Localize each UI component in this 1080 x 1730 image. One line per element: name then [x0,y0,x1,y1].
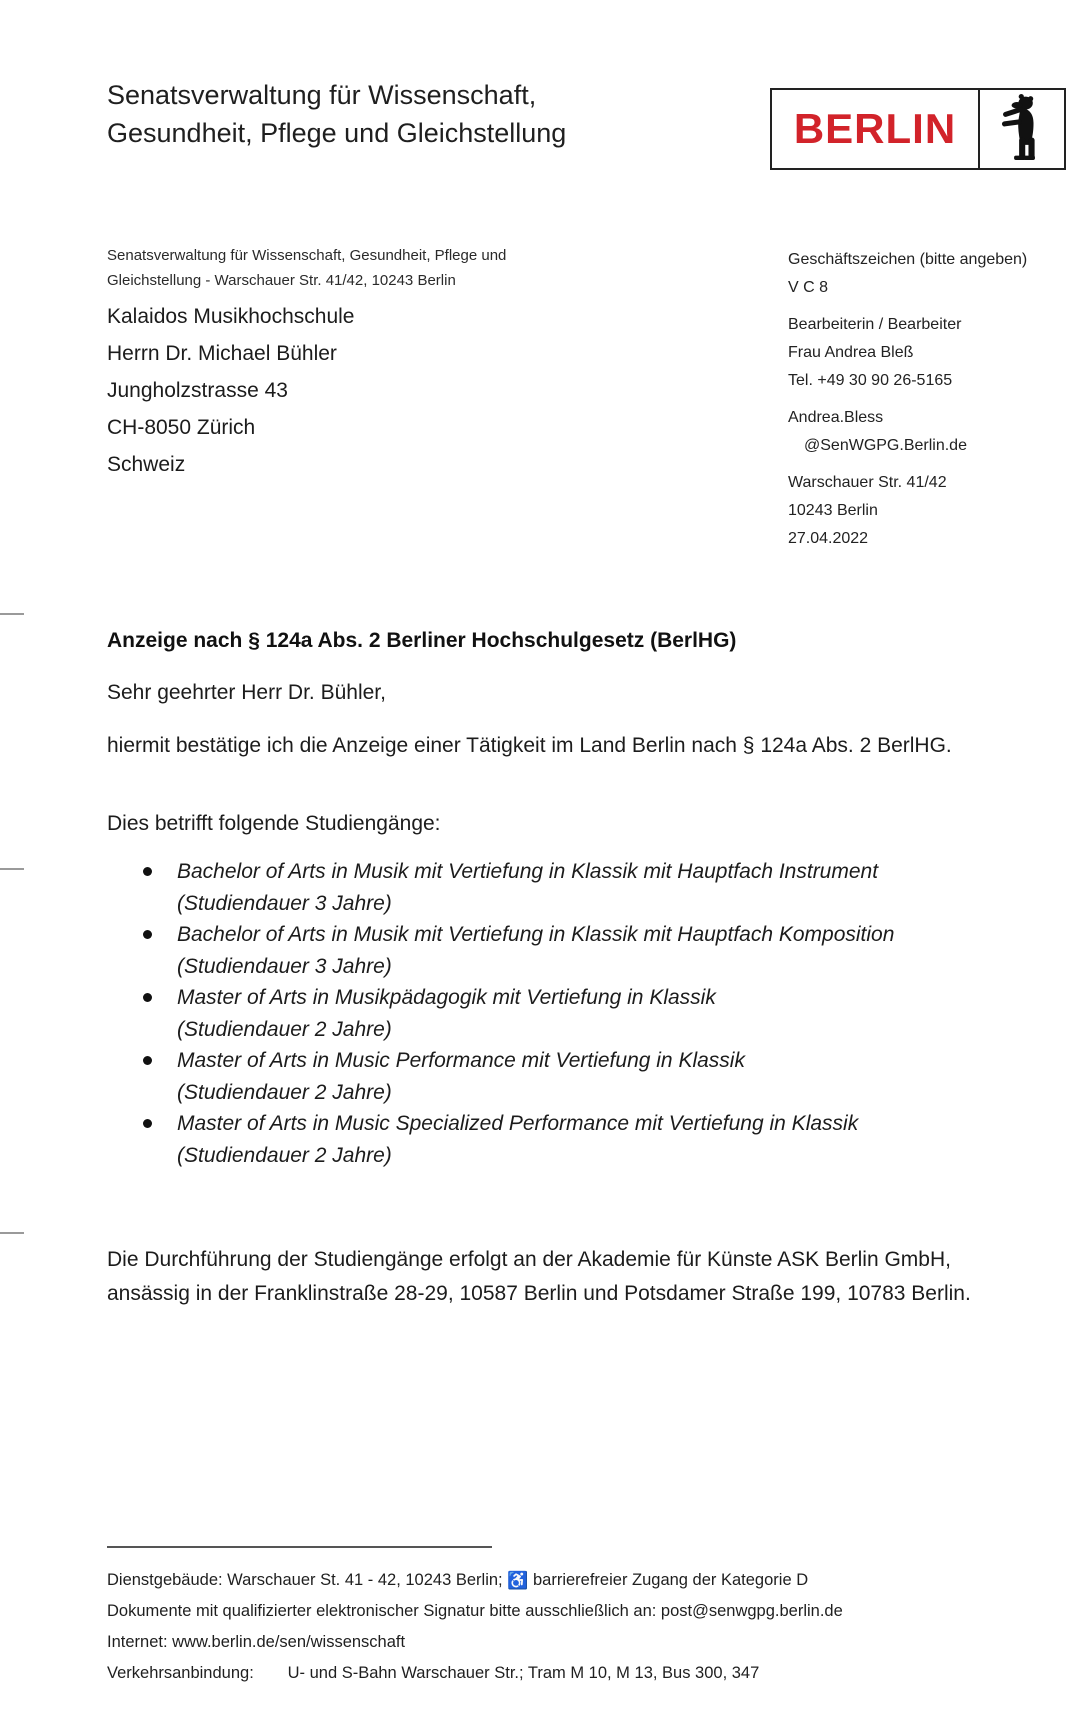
wheelchair-icon: ♿ [507,1571,529,1590]
fold-mark [0,1232,24,1234]
bullet-icon [143,867,152,876]
footer-building-text: Dienstgebäude: Warschauer St. 41 - 42, 10243 Berlin; [107,1571,503,1589]
handler-name: Frau Andrea Bleß [788,344,914,361]
list-item [143,1045,993,1108]
sender-return-address [107,243,506,293]
list-item [143,1108,993,1171]
berlin-wordmark: BERLIN [772,90,980,168]
sender-line2: Gleichstellung - Warschauer Str. 41/42, 10243 Berlin [107,272,456,289]
list-item [143,919,993,982]
email-line1: Andrea.Bless [788,409,884,426]
footer-accessibility-text: barrierefreier Zugang der Kategorie D [532,1571,809,1589]
office-street: Warschauer Str. 41/42 [788,474,947,491]
program-duration: (Studiendauer 3 Jahre) [177,891,392,915]
footer [107,1565,1007,1689]
program-duration: (Studiendauer 3 Jahre) [177,954,392,978]
berlin-logo [770,88,1066,170]
office-address-date [788,469,1063,553]
handler-phone: Tel. +49 30 90 26-5165 [788,372,953,389]
list-item [143,856,993,919]
office-city: 10243 Berlin [788,502,878,519]
list-item [143,982,993,1045]
reference-label: Geschäftszeichen (bitte angeben) [788,251,1028,268]
footer-line-documents: Dokumente mit qualifizierter elektronischer Signatur bitte ausschließlich an: post@senwgpg.berlin.de [107,1602,843,1620]
program-duration: (Studiendauer 2 Jahre) [177,1143,392,1167]
recipient-address [107,298,354,483]
footer-line-internet: Internet: www.berlin.de/sen/wissenschaft [107,1633,406,1651]
bullet-icon [143,993,152,1002]
sender-line1: Senatsverwaltung für Wissenschaft, Gesundheit, Pflege und [107,247,507,264]
handler-group [788,311,1063,395]
handler-email [788,404,1063,460]
footer-line-transport [107,1658,1007,1689]
recipient-street: Jungholzstrasse 43 [107,379,288,402]
recipient-city: CH-8050 Zürich [107,416,256,439]
program-duration: (Studiendauer 2 Jahre) [177,1080,392,1104]
recipient-person: Herrn Dr. Michael Bühler [107,342,337,365]
subject-line: Anzeige nach § 124a Abs. 2 Berliner Hochschulgesetz (BerlHG) [107,629,737,652]
paragraph-confirmation: hiermit bestätige ich die Anzeige einer Tätigkeit im Land Berlin nach § 124a Abs. 2 BerlHG. [107,734,952,757]
bullet-icon [143,1056,152,1065]
transport-value: U- und S-Bahn Warschauer Str.; Tram M 10, M 13, Bus 300, 347 [287,1664,760,1682]
footer-line-building [107,1565,1007,1596]
reference-group [788,246,1063,302]
fold-mark [0,613,24,615]
hole-punch-mark [0,868,24,870]
salutation: Sehr geehrter Herr Dr. Bühler, [107,681,386,704]
reference-value: V C 8 [788,279,829,296]
program-name: Master of Arts in Music Specialized Performance mit Vertiefung in Klassik [177,1112,859,1135]
bullet-icon [143,930,152,939]
agency-name-line1: Senatsverwaltung für Wissenschaft, [107,80,537,110]
paragraph-intro-list: Dies betrifft folgende Studiengänge: [107,812,441,835]
bullet-icon [143,1119,152,1128]
agency-name [107,76,566,152]
program-name: Master of Arts in Music Performance mit Vertiefung in Klassik [177,1049,745,1072]
transport-label: Verkehrsanbindung: [107,1664,254,1682]
recipient-country: Schweiz [107,453,186,476]
berlin-bear-icon [980,90,1064,168]
paragraph-locations: Die Durchführung der Studiengänge erfolgt an der Akademie für Künste ASK Berlin GmbH, ansässig in der Franklinstraße 28-29, 10587 Berlin und Potsdamer Straße 199, 10783 Berlin. [107,1248,971,1305]
study-program-list [143,856,993,1171]
program-name: Master of Arts in Musikpädagogik mit Vertiefung in Klassik [177,986,716,1009]
email-line2: @SenWGPG.Berlin.de [804,437,967,454]
handler-label: Bearbeiterin / Bearbeiter [788,316,962,333]
letter-date: 27.04.2022 [788,530,869,547]
program-duration: (Studiendauer 2 Jahre) [177,1017,392,1041]
program-name: Bachelor of Arts in Musik mit Vertiefung in Klassik mit Hauptfach Komposition [177,923,895,946]
recipient-organization: Kalaidos Musikhochschule [107,305,355,328]
letter-info-column [788,246,1063,562]
agency-name-line2: Gesundheit, Pflege und Gleichstellung [107,118,567,148]
program-name: Bachelor of Arts in Musik mit Vertiefung in Klassik mit Hauptfach Instrument [177,860,879,883]
footer-divider [107,1546,492,1548]
